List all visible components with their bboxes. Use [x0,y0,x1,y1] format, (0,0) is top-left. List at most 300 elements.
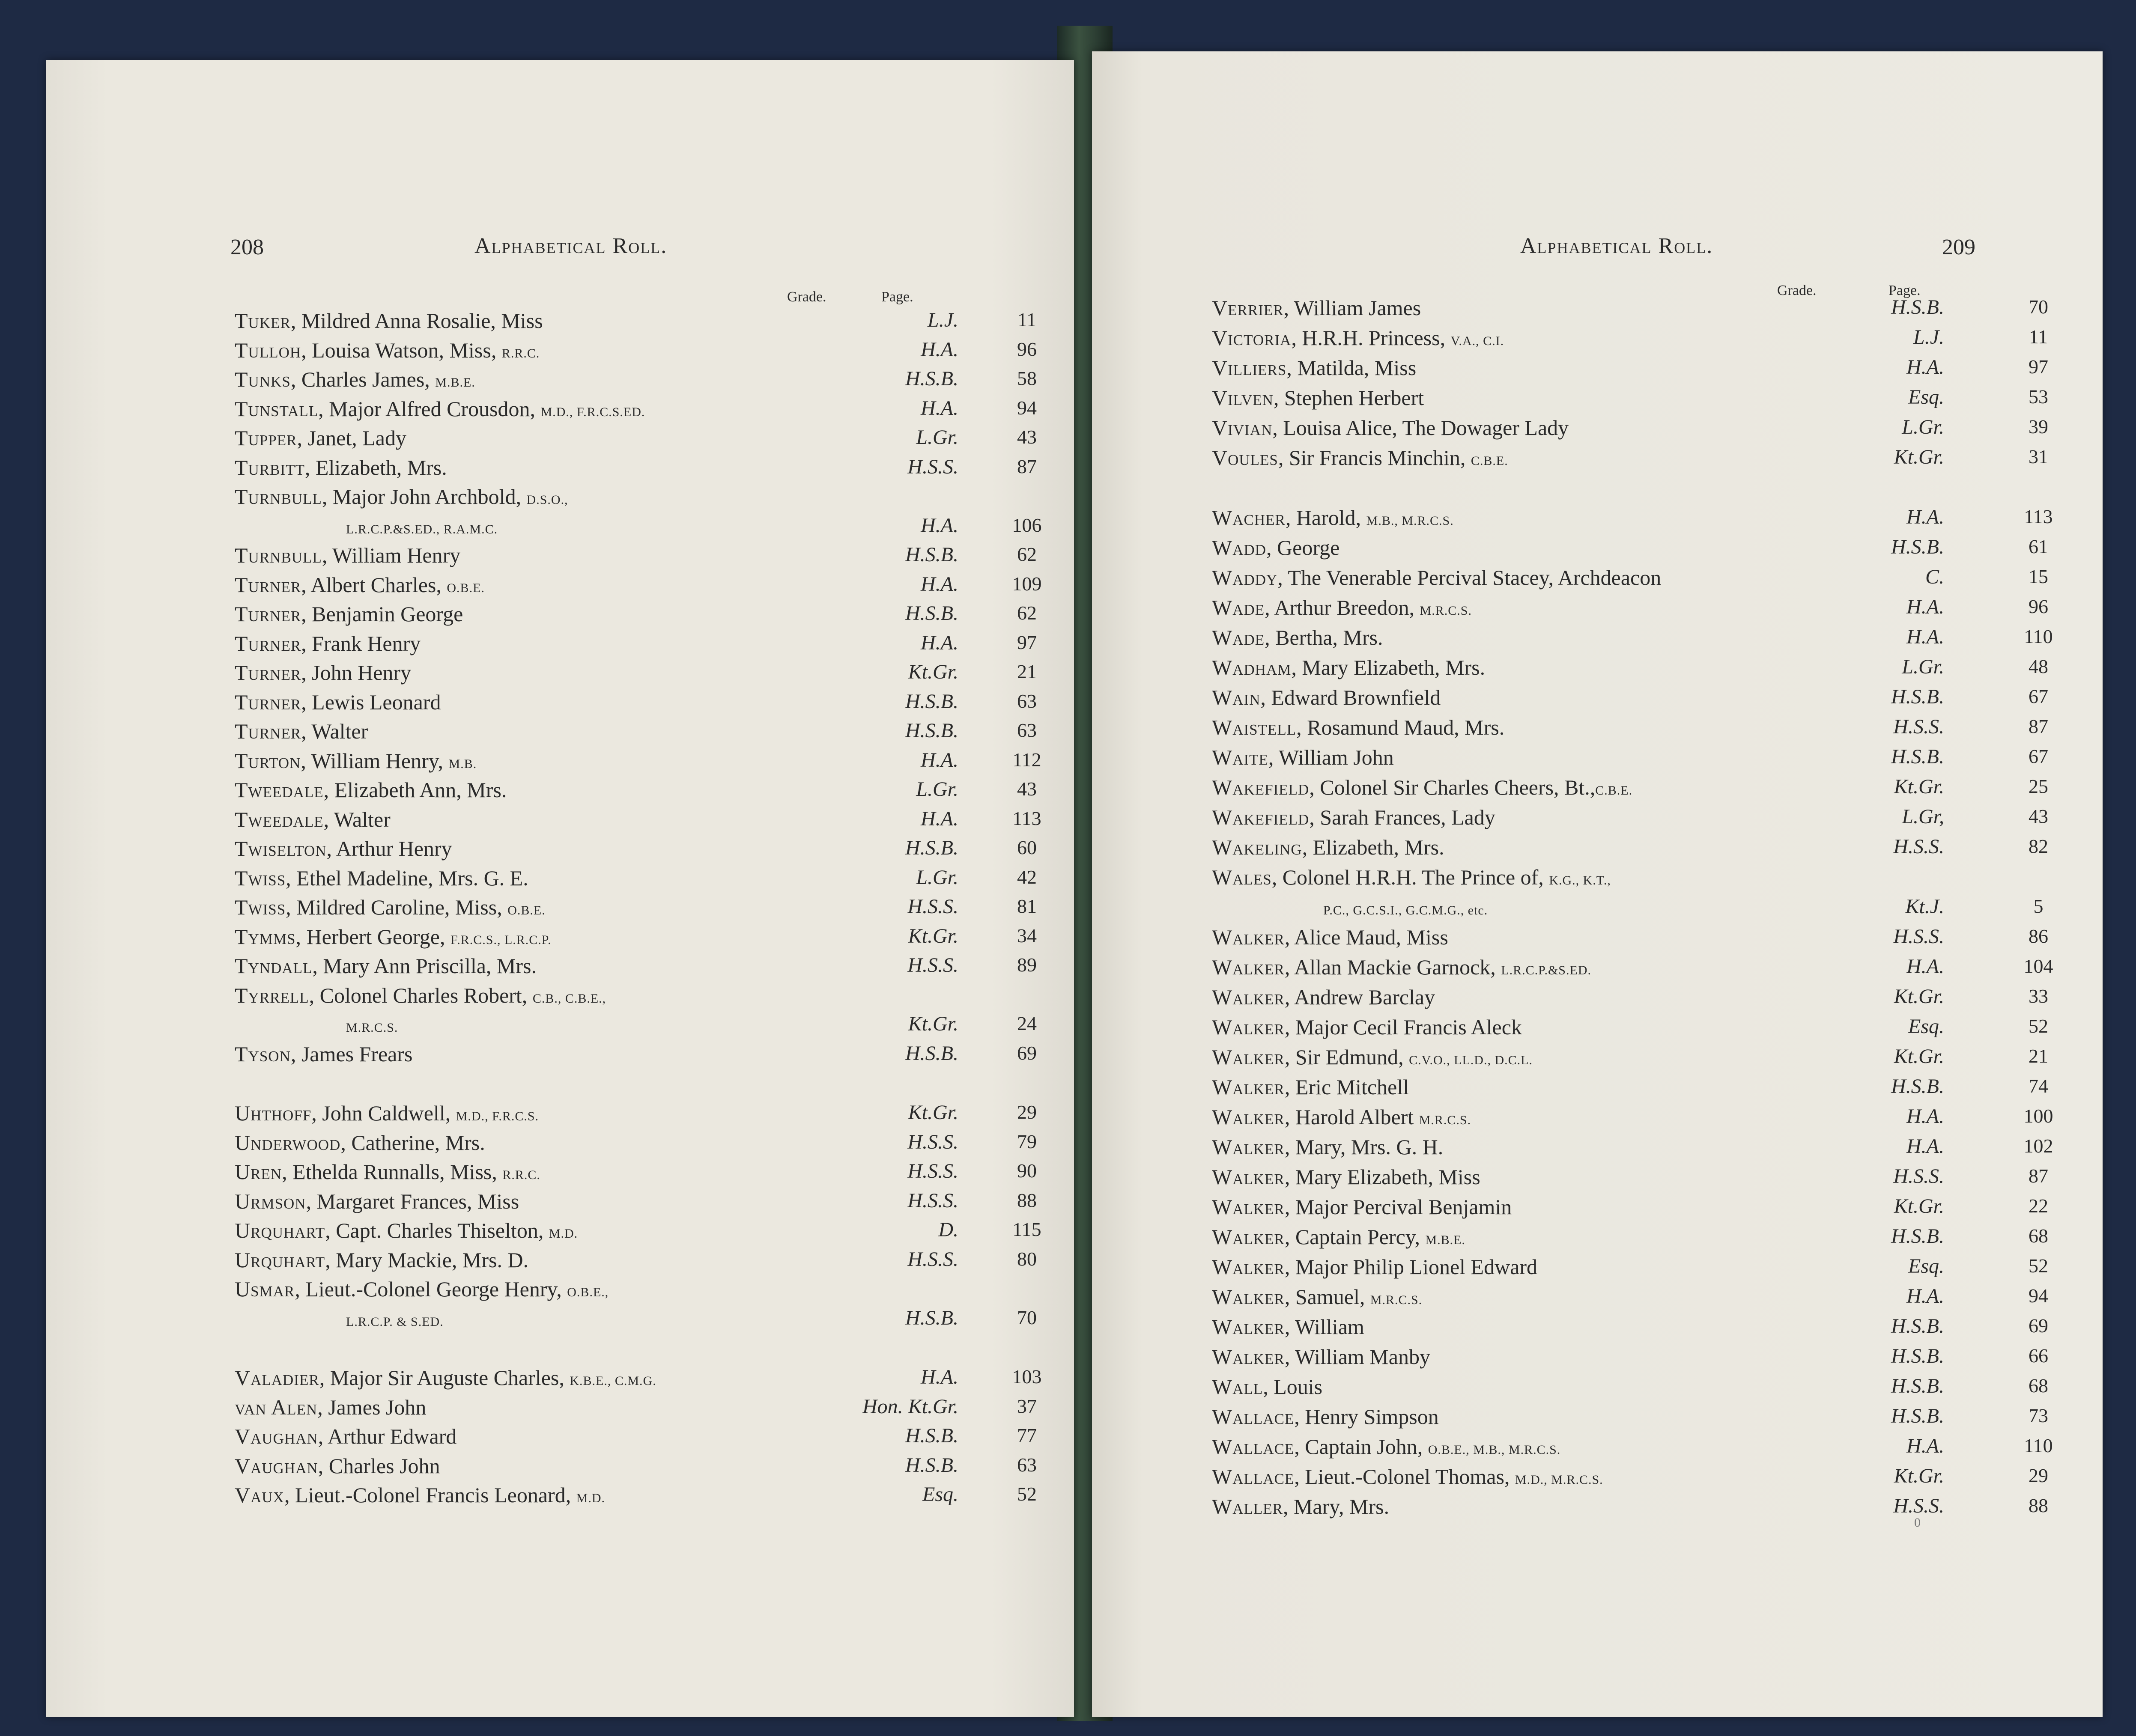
entry-surname: Walker [1212,1225,1285,1249]
entry-grade: Kt.Gr. [1894,775,1944,798]
entry-honours: O.B.E. [447,581,485,595]
entry-name [235,338,540,363]
entry-surname: Voules [1212,446,1278,470]
entry-surname: Uhthoff [235,1101,312,1125]
entry-surname: Urmson [235,1189,306,1213]
entry-page: 94 [2029,1285,2048,1307]
roll-entry [1212,445,2103,475]
roll-entry [235,308,1074,338]
entry-given-name: , Allan Mackie Garnock, [1284,955,1501,979]
entry-name [235,1218,578,1243]
entry-page: 96 [2029,596,2048,617]
entry-surname: Walker [1212,1075,1285,1099]
entry-name [235,866,528,890]
roll-entry [1212,625,2103,655]
entry-name [235,1101,539,1126]
entry-name [1212,1314,1364,1339]
entry-surname: Vilven [1212,386,1274,410]
roll-entry [1212,1224,2103,1254]
entry-page: 81 [1017,895,1037,917]
entry-honours: F.R.C.S., L.R.C.P. [450,932,552,947]
entry-name [235,572,485,597]
entry-given-name: , Ethel Madeline, Mrs. G. E. [286,866,528,890]
roll-entry [1212,1494,2103,1524]
entry-grade: H.S.B. [1891,1375,1944,1397]
entry-surname: Walker [1212,1045,1285,1069]
roll-entry [1212,655,2103,685]
entry-name [1212,1045,1533,1069]
entry-honours: O.B.E., [567,1285,609,1299]
roll-entry [1212,1075,2103,1105]
roll-entry [1212,865,2103,895]
roll-entry [235,719,1074,749]
entry-given-name: , Mary Mackie, Mrs. D. [325,1248,529,1272]
entry-name [235,367,475,392]
entry-grade: H.S.B. [1891,296,1944,319]
entry-surname: Wallace [1212,1465,1295,1489]
entry-surname: Wall [1212,1375,1263,1399]
entry-grade: H.S.S. [907,1189,958,1212]
entry-page: 48 [2029,655,2048,677]
entry-surname: Turner [235,602,301,626]
entry-given-name: , Lieut.-Colonel Thomas, [1294,1465,1515,1489]
entry-surname: Wallace [1212,1435,1295,1459]
roll-entry [235,1395,1074,1425]
entry-honours: M.D. [549,1227,578,1241]
roll-entry [1212,415,2103,445]
entry-honours: M.D., F.R.C.S.ED. [540,405,645,419]
entry-given-name: , Colonel H.R.H. The Prince of, [1271,865,1549,889]
entry-given-name: , William [1284,1315,1364,1339]
entry-page: 37 [1017,1395,1037,1417]
entry-grade: H.A. [1906,625,1944,648]
entry-given-name: , John Henry [301,661,412,685]
entry-name [1212,805,1495,830]
entry-grade: H.A. [1906,1105,1944,1128]
page-number: 208 [230,235,264,259]
roll-entry [235,367,1074,397]
entry-honours: M.B. [448,756,477,771]
entry-honours: K.G., K.T., [1549,873,1611,887]
entry-name [1212,325,1504,350]
entry-surname: Vaughan [235,1424,318,1448]
entry-honours: M.B.E. [1425,1233,1465,1247]
entry-name [235,308,543,333]
entry-name [235,631,421,656]
entry-grade: H.S.S. [1893,1495,1944,1517]
entry-page: 89 [1017,954,1037,976]
entry-name [1212,925,1448,950]
roll-entry [235,1101,1074,1131]
entry-given-name: , Charles John [318,1453,440,1478]
entry-grade: H.S.B. [905,1042,958,1065]
entry-given-name: , William James [1283,296,1421,320]
entry-given-name: , Colonel Sir Charles Cheers, Bt., [1309,775,1596,799]
entry-grade: H.A. [1906,1135,1944,1158]
entry-page: 86 [2029,925,2048,947]
roll-entry [235,1453,1074,1483]
entry-name [1212,445,1508,470]
entry-grade: H.A. [1906,955,1944,978]
roll-entry [235,1042,1074,1072]
entry-page: 79 [1017,1130,1037,1152]
roll-entry [235,953,1074,983]
entry-surname: Walker [1212,1105,1285,1129]
roll-entry [1212,535,2103,565]
entry-grade: H.S.B. [1891,1075,1944,1098]
entry-surname: Waller [1212,1495,1283,1519]
entry-given-name: , George [1266,536,1340,560]
roll-entry [346,514,1074,544]
entry-name [1212,595,1472,620]
entry-honours: L.R.C.P.&S.ED. [1501,963,1591,977]
roll-entry [1212,1135,2103,1164]
entry-given-name: , Harold, [1285,506,1366,530]
entry-given-name: , Arthur Edward [318,1424,457,1448]
entry-page: 67 [2029,745,2048,767]
entry-name [1212,1015,1522,1039]
entry-given-name: , Mary Elizabeth, Miss [1284,1165,1480,1189]
entry-surname: Usmar [235,1277,295,1301]
roll-entry [235,924,1074,954]
entry-page: 87 [2029,1165,2048,1187]
entry-given-name: , John Caldwell, [311,1101,456,1125]
entry-page: 15 [2029,566,2048,587]
entry-honours: K.B.E., C.M.G. [570,1374,656,1388]
entry-grade: H.S.B. [1891,685,1944,708]
entry-name [235,748,477,773]
roll-entry [235,983,1074,1013]
roll-entry [235,1218,1074,1248]
entry-grade: H.S.S. [907,1160,958,1182]
entry-honours: D.S.O., [526,493,568,507]
entry-honours: R.R.C. [501,346,540,360]
entry-page: 80 [1017,1248,1037,1270]
entry-name [235,924,552,949]
entry-given-name: , Catherine, Mrs. [340,1130,485,1155]
entry-given-name: , Walter [323,807,391,831]
running-header: Alphabetical Roll. [1520,234,1713,258]
entry-name [1212,1374,1322,1399]
entry-grade: H.S.B. [905,837,958,859]
entry-surname: Tunstall [235,396,319,421]
entry-grade: H.A. [921,807,958,830]
entry-surname: Wadd [1212,536,1267,560]
entry-name [235,543,460,568]
entry-name [1212,505,1454,530]
entry-name [1212,985,1435,1009]
entry-grade: L.Gr, [1902,805,1944,828]
entry-honours: M.R.C.S. [1419,1113,1471,1127]
entry-name [1212,1164,1480,1189]
entry-page: 87 [1017,455,1037,477]
entry-surname: Walker [1212,1195,1285,1219]
entry-page: 88 [2029,1495,2048,1516]
entry-given-name: , Louisa Watson, Miss, [301,338,502,362]
entry-name [1212,1194,1512,1219]
entry-name [1212,1135,1443,1159]
entry-grade: L.J. [928,309,958,331]
entry-page: 22 [2029,1195,2048,1217]
entry-page: 74 [2029,1075,2048,1097]
entry-page: 43 [1017,778,1037,800]
entry-page: 100 [2023,1105,2053,1127]
entry-surname: Vaux [235,1483,284,1507]
entry-given-name: , Lewis Leonard [301,690,441,714]
entry-surname: Walker [1212,1165,1285,1189]
entry-surname: Turton [235,748,301,773]
entry-surname: Villiers [1212,356,1287,380]
roll-entry [235,748,1074,778]
entry-honours: M.B., M.R.C.S. [1366,514,1454,528]
entry-name [1212,1284,1422,1309]
entry-page: 104 [2023,955,2053,977]
entry-page: 110 [2024,625,2053,647]
column-header-grade: Grade. [1777,283,1817,298]
entry-surname: Wallace [1212,1405,1295,1429]
entry-surname: Victoria [1212,326,1292,350]
entry-surname: Wakefield [1212,775,1310,799]
roll-entry [1212,715,2103,745]
entry-given-name: , Mary Ann Priscilla, Mrs. [312,954,537,978]
entry-name [235,983,606,1008]
entry-page: 112 [1012,748,1041,771]
entry-given-name: , Major Sir Auguste Charles, [319,1366,570,1390]
entry-name [235,1424,456,1449]
entry-honours: M.D. [576,1491,606,1505]
entry-page: 106 [1012,514,1042,536]
entry-surname: Tweedale [235,807,324,831]
entry-page: 39 [2029,416,2048,438]
entry-given-name: , Mary Elizabeth, Mrs. [1291,655,1486,679]
entry-surname: Turnbull [235,485,322,509]
entry-surname: Wade [1212,596,1265,619]
roll-entry [235,1159,1074,1189]
entry-honours: C.B.E. [1471,454,1508,468]
entry-given-name: , Elizabeth, Mrs. [304,455,447,479]
entry-surname: Walker [1212,1315,1285,1339]
entry-surname: Tulloh [235,338,301,362]
roll-entry [1212,1464,2103,1494]
entry-grade: H.S.B. [905,367,958,390]
entry-name [1212,1434,1560,1459]
roll-entry [1212,325,2103,355]
entry-name [1212,745,1394,770]
entry-surname: Walker [1212,985,1285,1009]
entry-grade: H.S.B. [905,719,958,742]
entry-grade: L.Gr. [1902,416,1944,438]
entry-page: 96 [1017,338,1037,360]
roll-entry [1212,835,2103,865]
entry-name [235,1277,609,1301]
entry-grade: Kt.Gr. [908,661,958,683]
entry-given-name: , Stephen Herbert [1273,386,1424,410]
entry-given-name: , Walter [301,719,368,743]
entry-grade: L.Gr. [916,778,958,801]
roll-entry [235,338,1074,368]
column-header-page: Page. [881,289,913,305]
entry-given-name: , William John [1268,745,1394,769]
entry-grade: H.S.S. [907,895,958,918]
roll-entry [235,1424,1074,1454]
entry-surname: Twiss [235,895,286,919]
entry-given-name: , Alice Maud, Miss [1284,925,1448,949]
entry-page: 43 [2029,805,2048,827]
entry-given-name: , Albert Charles, [301,572,447,597]
entry-given-name: , Louisa Alice, The Dowager Lady [1272,416,1569,440]
roll-entry [235,1248,1074,1277]
entry-surname: Tyson [235,1042,291,1066]
entry-grade: H.S.B. [1891,536,1944,558]
entry-honours: C.B., C.B.E., [532,991,606,1006]
entry-given-name: , Eric Mitchell [1284,1075,1409,1099]
entry-surname: Waddy [1212,566,1278,590]
entry-grade: Kt.Gr. [1894,985,1944,1008]
entry-grade: H.A. [1906,596,1944,618]
entry-surname: Waistell [1212,715,1297,739]
entry-given-name: , William Manby [1284,1345,1430,1369]
entry-page: 62 [1017,543,1037,565]
column-header-page: Page. [1888,283,1921,298]
entry-name [1212,835,1444,860]
entry-grade: C. [1925,566,1944,588]
entry-given-name: , Elizabeth, Mrs. [1302,835,1444,859]
entry-page: 113 [2024,506,2053,527]
roll-entry [1212,1374,2103,1404]
entry-given-name: , Andrew Barclay [1284,985,1435,1009]
entry-grade: Esq. [1908,1255,1944,1277]
entry-surname: Walker [1212,955,1285,979]
entry-surname: Wacher [1212,506,1286,530]
roll-entry [1212,565,2103,595]
entry-surname: Walker [1212,1345,1285,1369]
roll-entry [235,1277,1074,1307]
roll-entry [1212,955,2103,985]
roll-entry [235,455,1074,485]
left-page [46,60,1074,1717]
entry-surname: Vivian [1212,416,1273,440]
entry-page: 33 [2029,985,2048,1007]
entry-name [235,1248,528,1272]
entry-grade: Kt.Gr. [1894,1465,1944,1487]
entry-given-name: , Herbert George, [295,924,450,949]
entry-grade: H.S.B. [1891,1315,1944,1337]
entry-name [235,1130,485,1155]
entry-grade: H.S.B. [905,1306,958,1329]
entry-name [1212,565,1661,590]
entry-page: 29 [2029,1465,2048,1486]
roll-entry [1212,1194,2103,1224]
entry-grade: H.A. [921,631,958,654]
entry-grade: Kt.Gr. [1894,1195,1944,1218]
roll-entry [1212,745,2103,775]
entry-page: 5 [2033,895,2044,917]
entry-page: 29 [1017,1101,1037,1123]
entry-surname: Turnbull [235,543,322,567]
entry-name [1212,715,1504,740]
entry-name [235,1365,656,1390]
roll-entry [235,1189,1074,1219]
entry-name [235,690,441,715]
entry-page: 60 [1017,837,1037,858]
roll-entry [1212,1254,2103,1284]
entry-page: 113 [1012,807,1041,829]
roll-entry [1212,1404,2103,1434]
entry-name [1212,535,1339,560]
entry-grade: H.S.B. [1891,1405,1944,1427]
roll-entry [235,572,1074,602]
column-header-grade: Grade. [787,289,826,305]
entry-given-name: , James Frears [290,1042,413,1066]
entry-name [235,777,507,802]
roll-entry [346,1306,1074,1336]
roll-entry [1212,355,2103,385]
entry-given-name: , Mildred Anna Rosalie, Miss [290,309,543,333]
entry-surname: Uren [235,1160,282,1184]
entry-given-name: , Louis [1263,1375,1323,1399]
entry-grade: H.S.B. [1891,1225,1944,1248]
entry-page: 102 [2023,1135,2053,1157]
entry-page: 21 [1017,661,1037,682]
entry-page: 52 [1017,1483,1037,1505]
entry-grade: H.S.B. [905,602,958,625]
entry-surname: Wales [1212,865,1272,889]
entry-page: 21 [2029,1045,2048,1067]
entry-given-name: , Frank Henry [301,631,421,655]
entry-page: 68 [2029,1225,2048,1247]
entry-surname: Walker [1212,1015,1285,1039]
entry-grade: H.A. [921,1366,958,1388]
entry-given-name: , Major John Archbold, [322,485,527,509]
roll-entry [1212,385,2103,415]
entry-surname: van Alen [235,1395,318,1419]
entry-name [235,1453,440,1478]
entry-grade: H.S.S. [1893,715,1944,738]
entry-surname: Turner [235,690,301,714]
entry-honours: P.C., G.C.S.I., G.C.M.G., etc. [1323,903,1488,917]
entry-page: 69 [1017,1042,1037,1064]
entry-honours: C.B.E. [1595,783,1633,798]
entry-surname: Underwood [235,1130,341,1155]
entry-name [1212,865,1611,890]
entry-surname: Turner [235,631,301,655]
entry-surname: Walker [1212,925,1285,949]
entry-name [1323,895,1488,920]
roll-entry [1212,1045,2103,1075]
entry-given-name: , Major Percival Benjamin [1284,1195,1512,1219]
entry-grade: H.A. [1906,506,1944,528]
roll-entry [1323,895,2103,925]
entry-surname: Wakefield [1212,805,1310,829]
entry-page: 88 [1017,1189,1037,1211]
roll-entry [235,660,1074,690]
entry-name [1212,655,1485,680]
entry-given-name: , The Venerable Percival Stacey, Archdeacon [1277,566,1662,590]
entry-name [1212,385,1424,410]
entry-grade: Kt.J. [1905,895,1944,918]
entry-grade: Kt.Gr. [1894,446,1944,468]
entry-given-name: , Captain John, [1294,1435,1428,1459]
entry-grade: H.S.B. [905,1453,958,1477]
page-number: 209 [1942,235,1975,259]
entry-given-name: , H.R.H. Princess, [1291,326,1451,350]
entry-given-name: , Mary, Mrs. [1283,1495,1390,1519]
entry-surname: Turner [235,719,301,743]
entry-given-name: , William Henry [322,543,461,567]
entry-page: 97 [1017,631,1037,653]
roll-entry [1212,1015,2103,1045]
entry-grade: H.A. [1906,1285,1944,1307]
